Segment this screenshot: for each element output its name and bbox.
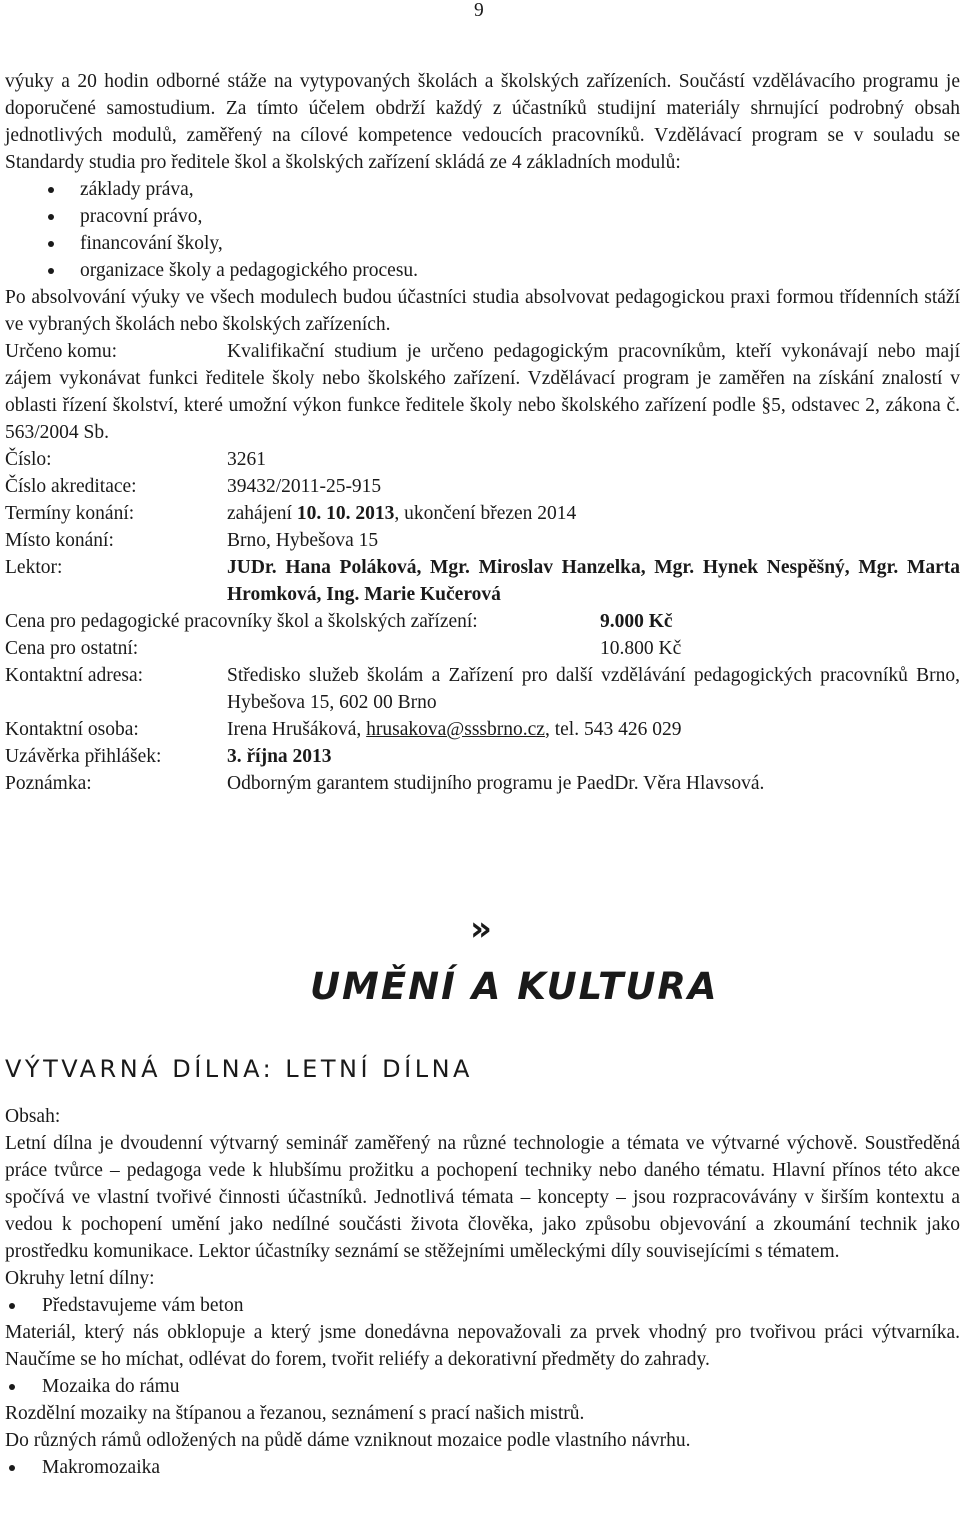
deadline-label: Uzávěrka přihlášek: [5,746,162,767]
topics-label: Okruhy letní dílny: [5,1268,155,1289]
course-details [5,68,960,797]
price-others-value: 10.800 Kč [600,638,682,659]
contact-person-label: Kontaktní osoba: [5,719,139,740]
price-others-row [5,635,960,662]
topic-list-3 [5,1454,960,1481]
deadline-value: 3. října 2013 [227,746,332,767]
topic-text: Rozdělní mozaiky na štípanou a řezanou, seznámení s prací našich mistrů. [5,1403,585,1424]
content-label: Obsah: [5,1106,61,1127]
price-teachers-label: Cena pro pedagogické pracovníky škol a školských zařízení: [5,611,478,632]
practice-paragraph: Po absolvování výuky ve všech modulech budou účastníci studia absolvovat pedagogickou praxi formou třídenních stáží ve vybraných školách nebo školských zařízeních. [5,287,960,335]
price-others-label: Cena pro ostatní: [5,638,139,659]
price-teachers-row [5,608,960,635]
topic-item: Mozaika do rámu [5,1373,960,1400]
accreditation-row [5,473,960,500]
topic-list-1 [5,1292,960,1319]
topic-item: Představujeme vám beton [5,1292,960,1319]
intro-paragraph: výuky a 20 hodin odborné stáže na vytypovaných školách a školských zařízeních. Součástí vzdělávacího programu je doporučené samostudium. Za tímto účelem obdrží každý z účastníků studijní materiály shrnující podrobný obsah jednotlivých modulů, zaměřený na cílové kompetence vedoucích pracovníků. Vzdělávací program se v souladu se Standardy studia pro ředitele škol a školských zařízení skládá ze 4 základních modulů: [5,71,960,173]
note-row [5,770,960,797]
note-label: Poznámka: [5,773,92,794]
lecturer-label: Lektor: [5,557,63,578]
note-value: Odborným garantem studijního programu je PaedDr. Věra Hlavsová. [227,773,765,794]
contact-person-row [5,716,960,743]
dates-label: Termíny konání: [5,503,135,524]
module-item: organizace školy a pedagogického procesu. [5,257,960,284]
start-date: 10. 10. 2013 [296,503,395,524]
contact-address-row [5,662,960,716]
chevron-right-icon: » [470,909,492,949]
topic-list-2 [5,1373,960,1400]
accreditation-value: 39432/2011-25-915 [227,476,382,497]
place-label: Místo konání: [5,530,114,551]
page-number: 9 [474,0,484,21]
dates-value: zahájení 10. 10. 2013, ukončení březen 2014 [227,503,577,524]
topic-text: Do různých rámů odložených na půdě dáme vzniknout mozaice podle vlastního návrhu. [5,1430,691,1451]
module-item: základy práva, [5,176,960,203]
dates-row [5,500,960,527]
contact-person-value: Irena Hrušáková, hrusakova@sssbrno.cz, tel. 543 426 029 [227,719,682,740]
price-teachers-value: 9.000 Kč [600,611,673,632]
workshop-details [5,1103,960,1481]
content-paragraph: Letní dílna je dvoudenní výtvarný seminář zaměřený na různé technologie a témata ve výtvarné výchově. Soustředěná práce tvůrce – pedagoga vede k hlubšímu prožitku a pochopení techniky nebo daného tématu. Hlavní přínos této akce spočívá ve vlastní tvořivé činnosti účastníků. Jednotlivá témata – koncepty – jsou rozpracovávány v širším kontextu a vedou k pochopení umění jako nedílné součásti života člověka, jako způsobu objevování a zkoumání technik jako prostředku komunikace. Lektor účastníky seznámí se stěžejními uměleckými díly souvisejícími s tématem. [5,1133,960,1262]
place-value: Brno, Hybešova 15 [227,530,379,551]
target-label: Určeno komu: [5,341,118,362]
target-value: Kvalifikační studium je určeno pedagogickým pracovníkům, kteří vykonávají nebo mají zájem vykonávat funkci ředitele školy nebo školského zařízení. Vzdělávací program je zaměřen na získání znalostí v oblasti řízení školství, které umožní výkon funkce ředitele školy nebo školského zařízení podle §5, odstavec 2, zákona č. 563/2004 Sb. [5,341,960,443]
module-list [5,176,960,284]
number-value: 3261 [227,449,266,470]
section-title: UMĚNÍ A KULTURA [310,965,719,1008]
contact-address-value: Středisko služeb školám a Zařízení pro další vzdělávání pedagogických pracovníků Brno, Hybešova 15, 602 00 Brno [227,665,960,713]
number-label: Číslo: [5,449,52,470]
number-row [5,446,960,473]
module-item: financování školy, [5,230,960,257]
contact-address-label: Kontaktní adresa: [5,665,144,686]
contact-email-link[interactable]: hrusakova@sssbrno.cz [366,719,545,740]
lecturer-row [5,554,960,608]
place-row [5,527,960,554]
topic-text: Materiál, který nás obklopuje a který jsme donedávna nepovažovali za prvek vhodný pro tvořivou práci výtvarníka. Naučíme se ho míchat, odlévat do forem, tvořit reliéfy a dekorativní předměty do zahrady. [5,1322,960,1370]
subsection-title: VÝTVARNÁ DÍLNA: LETNÍ DÍLNA [5,1055,473,1083]
accreditation-label: Číslo akreditace: [5,476,137,497]
topic-item: Makromozaika [5,1454,960,1481]
module-item: pracovní právo, [5,203,960,230]
lecturer-value: JUDr. Hana Poláková, Mgr. Miroslav Hanzelka, Mgr. Hynek Nespěšný, Mgr. Marta Hromková, Ing. Marie Kučerová [227,557,960,605]
deadline-row [5,743,960,770]
